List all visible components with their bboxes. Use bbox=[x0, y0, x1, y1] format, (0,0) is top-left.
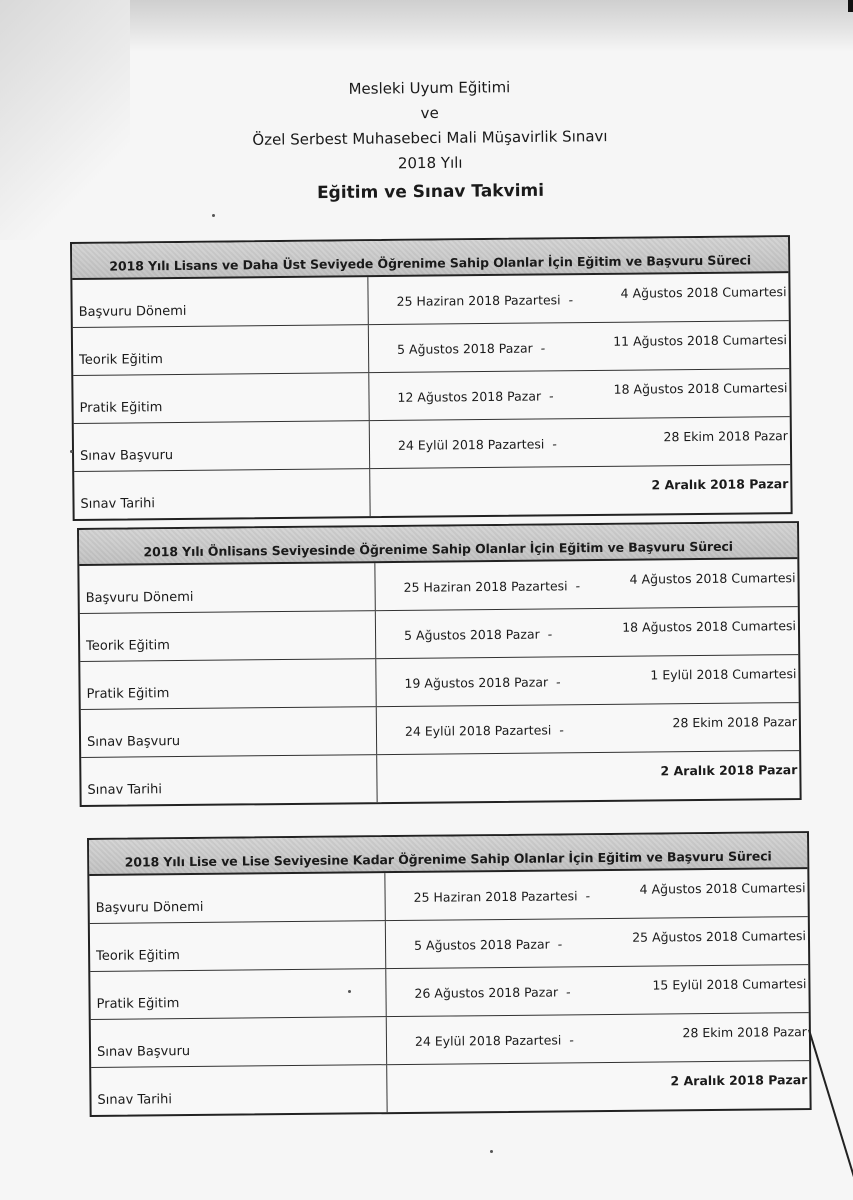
table-row bbox=[73, 369, 789, 424]
row-label: Başvuru Dönemi bbox=[89, 873, 385, 923]
row-dates bbox=[385, 869, 807, 920]
title-line-2: ve bbox=[420, 103, 439, 123]
table-row bbox=[80, 607, 798, 662]
date-separator: - bbox=[552, 436, 557, 452]
start-date: 26 Ağustos 2018 Pazar bbox=[414, 984, 559, 1001]
start-date: 25 Haziran 2018 Pazartesi bbox=[396, 292, 561, 309]
scan-shadow-corner bbox=[0, 0, 130, 240]
date-separator: - bbox=[585, 888, 591, 904]
exam-date: 2 Aralık 2018 Pazar bbox=[670, 1072, 808, 1089]
row-dates bbox=[376, 655, 798, 706]
document-title bbox=[149, 73, 710, 211]
table-row bbox=[90, 965, 808, 1020]
row-label: Pratik Eğitim bbox=[73, 373, 369, 423]
scan-speck bbox=[348, 990, 351, 993]
start-date: 25 Haziran 2018 Pazartesi bbox=[413, 888, 578, 905]
pen-stroke bbox=[808, 1029, 853, 1192]
start-date: 5 Ağustos 2018 Pazar bbox=[403, 626, 540, 643]
schedule-table-lise bbox=[87, 831, 812, 1117]
date-separator: - bbox=[556, 674, 561, 690]
date-separator: - bbox=[547, 626, 553, 642]
row-label: Teorik Eğitim bbox=[73, 325, 369, 375]
title-line-4: 2018 Yılı bbox=[397, 153, 463, 173]
end-date: 4 Ağustos 2018 Cumartesi bbox=[639, 880, 806, 897]
date-separator: - bbox=[566, 984, 571, 1000]
table-row bbox=[80, 655, 798, 710]
table-row bbox=[81, 751, 799, 805]
table-row bbox=[91, 1013, 809, 1068]
row-dates bbox=[376, 607, 798, 658]
date-separator: - bbox=[559, 722, 564, 738]
table-row bbox=[90, 917, 808, 972]
row-dates bbox=[386, 917, 808, 968]
end-date: 4 Ağustos 2018 Cumartesi bbox=[629, 570, 796, 587]
exam-date: 2 Aralık 2018 Pazar bbox=[660, 762, 798, 779]
date-separator: - bbox=[568, 292, 574, 308]
end-date: 15 Eylül 2018 Cumartesi bbox=[652, 976, 807, 993]
row-label: Başvuru Dönemi bbox=[79, 563, 375, 613]
start-date: 25 Haziran 2018 Pazartesi bbox=[403, 578, 568, 595]
row-dates bbox=[377, 751, 799, 802]
row-dates bbox=[369, 321, 789, 372]
start-date: 5 Ağustos 2018 Pazar bbox=[396, 340, 533, 357]
row-dates bbox=[370, 417, 790, 468]
title-line-3: Özel Serbest Muhasebeci Mali Müşavirlik Sınavı bbox=[252, 127, 608, 149]
end-date: 4 Ağustos 2018 Cumartesi bbox=[620, 284, 787, 301]
table-row bbox=[79, 559, 797, 614]
title-line-1: Mesleki Uyum Eğitimi bbox=[348, 78, 511, 98]
date-separator: - bbox=[575, 578, 581, 594]
table-header: 2018 Yılı Lisans ve Daha Üst Seviyede Öğrenime Sahip Olanlar İçin Eğitim ve Başvuru Süreci bbox=[72, 237, 788, 280]
start-date: 12 Ağustos 2018 Pazar bbox=[397, 388, 542, 405]
scan-speck bbox=[212, 214, 215, 217]
table-row bbox=[72, 273, 788, 328]
date-separator: - bbox=[569, 1032, 574, 1048]
table-header: 2018 Yılı Lise ve Lise Seviyesine Kadar Öğrenime Sahip Olanlar İçin Eğitim ve Başvuru Süreci bbox=[89, 833, 807, 876]
table-row bbox=[74, 465, 790, 519]
title-main: Eğitim ve Sınav Takvimi bbox=[316, 180, 545, 204]
end-date: 11 Ağustos 2018 Cumartesi bbox=[613, 332, 788, 349]
row-label: Başvuru Dönemi bbox=[72, 277, 368, 327]
row-dates bbox=[370, 465, 790, 516]
date-separator: - bbox=[557, 936, 563, 952]
table-row bbox=[81, 703, 799, 758]
row-label: Teorik Eğitim bbox=[80, 611, 376, 661]
row-dates bbox=[369, 369, 789, 420]
row-label: Sınav Başvuru bbox=[74, 421, 370, 471]
table-row bbox=[74, 417, 790, 472]
row-dates bbox=[377, 703, 799, 754]
row-dates bbox=[387, 1013, 809, 1064]
row-dates bbox=[387, 1061, 809, 1112]
end-date: 1 Eylül 2018 Cumartesi bbox=[650, 666, 797, 683]
end-date: 28 Ekim 2018 Pazar bbox=[663, 428, 788, 445]
date-separator: - bbox=[540, 340, 546, 356]
exam-date: 2 Aralık 2018 Pazar bbox=[651, 476, 789, 493]
schedule-table-onlisans bbox=[77, 521, 802, 807]
table-row bbox=[73, 321, 789, 376]
start-date: 19 Ağustos 2018 Pazar bbox=[404, 674, 549, 691]
table-row bbox=[91, 1061, 809, 1115]
table-header: 2018 Yılı Önlisans Seviyesinde Öğrenime Sahip Olanlar İçin Eğitim ve Başvuru Süreci bbox=[79, 523, 797, 566]
end-date: 25 Ağustos 2018 Cumartesi bbox=[632, 928, 807, 945]
row-dates bbox=[386, 965, 808, 1016]
table-row bbox=[89, 869, 807, 924]
row-label: Pratik Eğitim bbox=[90, 969, 386, 1019]
start-date: 24 Eylül 2018 Pazartesi bbox=[414, 1032, 562, 1049]
start-date: 24 Eylül 2018 Pazartesi bbox=[404, 722, 552, 739]
row-label: Pratik Eğitim bbox=[80, 659, 376, 709]
corner-mark bbox=[848, 0, 853, 12]
row-dates bbox=[375, 559, 797, 610]
schedule-table-lisans bbox=[70, 235, 793, 521]
row-label: Sınav Tarihi bbox=[91, 1065, 387, 1115]
row-label: Sınav Tarihi bbox=[81, 755, 377, 805]
row-label: Sınav Başvuru bbox=[81, 707, 377, 757]
end-date: 28 Ekim 2018 Pazar bbox=[672, 714, 797, 731]
start-date: 24 Eylül 2018 Pazartesi bbox=[397, 436, 545, 453]
end-date: 18 Ağustos 2018 Cumartesi bbox=[622, 618, 797, 635]
row-label: Sınav Başvuru bbox=[91, 1017, 387, 1067]
end-date: 28 Ekim 2018 Pazar bbox=[682, 1024, 807, 1041]
scan-speck bbox=[490, 1150, 493, 1153]
row-dates bbox=[368, 273, 788, 324]
date-separator: - bbox=[549, 388, 554, 404]
row-label: Sınav Tarihi bbox=[74, 469, 370, 519]
scan-speck bbox=[70, 450, 73, 453]
end-date: 18 Ağustos 2018 Cumartesi bbox=[613, 380, 788, 397]
start-date: 5 Ağustos 2018 Pazar bbox=[413, 936, 550, 953]
row-label: Teorik Eğitim bbox=[90, 921, 386, 971]
